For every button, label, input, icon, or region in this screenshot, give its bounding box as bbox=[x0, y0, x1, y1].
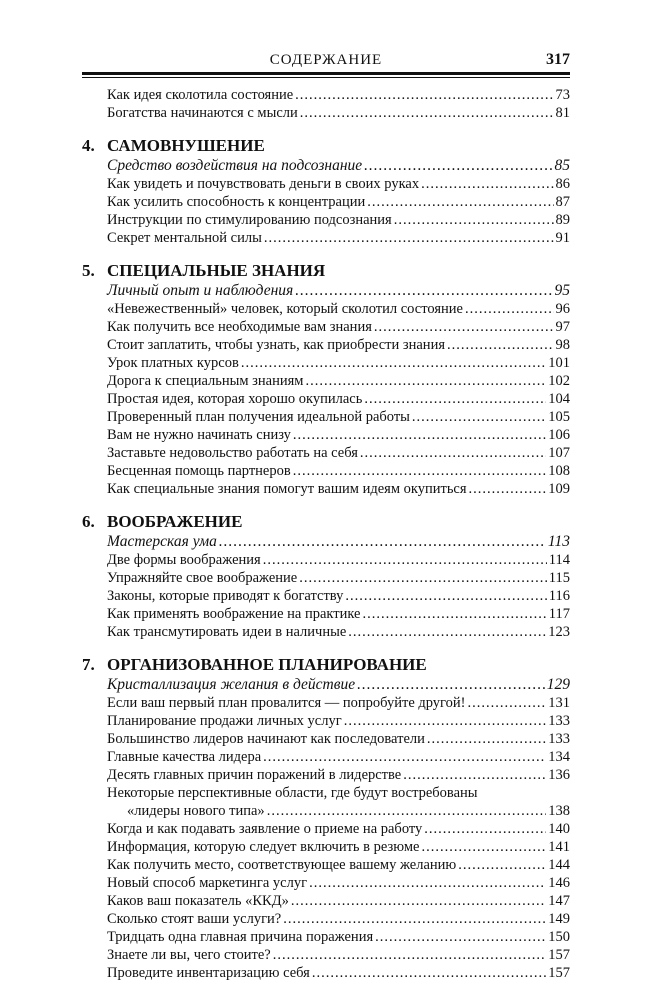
chapter-heading bbox=[82, 260, 570, 282]
toc-entry: Урок платных курсов ..... 101 bbox=[107, 354, 570, 372]
page-number: 317 bbox=[546, 51, 570, 68]
toc-entry: Сколько стоят ваши услуги? ..... 149 bbox=[107, 910, 570, 928]
toc-entry: Секрет ментальной силы ..... 91 bbox=[107, 229, 570, 247]
toc-entry: Когда и как подавать заявление о приеме на работу ..... 140 bbox=[107, 820, 570, 838]
chapter-title: ОРГАНИЗОВАННОЕ ПЛАНИРОВАНИЕ bbox=[107, 655, 427, 674]
chapter-subtitle: Личный опыт и наблюдения ..... 95 bbox=[107, 282, 570, 300]
toc-entry: Если ваш первый план провалится — попробуйте другой! ..... 131 bbox=[107, 694, 570, 712]
toc-entry: Законы, которые приводят к богатству ..... 116 bbox=[107, 587, 570, 605]
toc-entry: Проведите инвентаризацию себя ..... 157 bbox=[107, 964, 570, 982]
toc-entry: Простая идея, которая хорошо окупилась ..... 104 bbox=[107, 390, 570, 408]
toc-entry: Упражняйте свое воображение ..... 115 bbox=[107, 569, 570, 587]
chapter-title: САМОВНУШЕНИЕ bbox=[107, 136, 265, 155]
toc-entry: Информация, которую следует включить в резюме ..... 141 bbox=[107, 838, 570, 856]
toc-entry: Две формы воображения ..... 114 bbox=[107, 551, 570, 569]
toc-entry-title: Богатства начинаются с мысли bbox=[107, 105, 298, 121]
toc-entry: Как получить все необходимые вам знания ..... 97 bbox=[107, 318, 570, 336]
toc-entry-page: 73 bbox=[555, 87, 570, 103]
toc-entry: Планирование продажи личных услуг ..... 133 bbox=[107, 712, 570, 730]
toc-entry: «лидеры нового типа» ..... 138 bbox=[107, 802, 570, 820]
toc-entry: Бесценная помощь партнеров ..... 108 bbox=[107, 462, 570, 480]
toc-entry: Как увидеть и почувствовать деньги в своих руках ..... 86 bbox=[107, 175, 570, 193]
toc-entry: Стоит заплатить, чтобы узнать, как приобрести знания ..... 98 bbox=[107, 336, 570, 354]
running-title: СОДЕРЖАНИЕ bbox=[269, 52, 383, 68]
toc-entry: Каков ваш показатель «ККД» ..... 147 bbox=[107, 892, 570, 910]
toc-entry: Как специальные знания помогут вашим идеям окупиться ..... 109 bbox=[107, 480, 570, 498]
toc-entry: «Невежественный» человек, который сколотил состояние ..... 96 bbox=[107, 300, 570, 318]
toc-entry: Как применять воображение на практике ..... 117 bbox=[107, 605, 570, 623]
toc-entry: Как трансмутировать идеи в наличные ..... 123 bbox=[107, 623, 570, 641]
toc-entry: Как получить место, соответствующее вашему желанию ..... 144 bbox=[107, 856, 570, 874]
toc-entry-page: 81 bbox=[555, 105, 570, 121]
toc-entry bbox=[107, 86, 570, 104]
toc-content bbox=[82, 86, 570, 982]
chapter-number: 6. bbox=[82, 512, 95, 531]
toc-entry: Главные качества лидера ..... 134 bbox=[107, 748, 570, 766]
toc-entry: Как усилить способность к концентрации ..... 87 bbox=[107, 193, 570, 211]
toc-entry bbox=[107, 104, 570, 122]
toc-entry: Вам не нужно начинать снизу ..... 106 bbox=[107, 426, 570, 444]
chapter-number: 7. bbox=[82, 655, 95, 674]
toc-entry: Заставьте недовольство работать на себя ..... 107 bbox=[107, 444, 570, 462]
chapter-subtitle: Мастерская ума ..... 113 bbox=[107, 533, 570, 551]
chapter-subtitle: Средство воздействия на подсознание ..... 85 bbox=[107, 157, 570, 175]
toc-entry: Десять главных причин поражений в лидерстве ..... 136 bbox=[107, 766, 570, 784]
chapter-subtitle: Кристаллизация желания в действие ..... 129 bbox=[107, 676, 570, 694]
chapter-heading bbox=[82, 511, 570, 533]
chapter-heading bbox=[82, 135, 570, 157]
toc-entry: Новый способ маркетинга услуг ..... 146 bbox=[107, 874, 570, 892]
chapter-number: 4. bbox=[82, 136, 95, 155]
toc-entry: Большинство лидеров начинают как последователи ..... 133 bbox=[107, 730, 570, 748]
page-header bbox=[82, 52, 570, 71]
toc-entry: Некоторые перспективные области, где будут востребованы bbox=[107, 785, 478, 801]
toc-entry: Проверенный план получения идеальной работы ..... 105 bbox=[107, 408, 570, 426]
toc-entry-title: Как идея сколотила состояние bbox=[107, 87, 294, 103]
chapter-title: СПЕЦИАЛЬНЫЕ ЗНАНИЯ bbox=[107, 261, 326, 280]
header-rule-thick bbox=[82, 72, 570, 75]
toc-page bbox=[82, 51, 570, 981]
chapter-heading bbox=[82, 654, 570, 676]
header-rule-thin bbox=[82, 77, 570, 78]
toc-entry: Тридцать одна главная причина поражения ..... 150 bbox=[107, 928, 570, 946]
toc-entry: Знаете ли вы, чего стоите? ..... 157 bbox=[107, 946, 570, 964]
toc-entry: Дорога к специальным знаниям ..... 102 bbox=[107, 372, 570, 390]
toc-entry: Инструкции по стимулированию подсознания ..... 89 bbox=[107, 211, 570, 229]
chapter-number: 5. bbox=[82, 261, 95, 280]
chapter-title: ВООБРАЖЕНИЕ bbox=[107, 512, 243, 531]
